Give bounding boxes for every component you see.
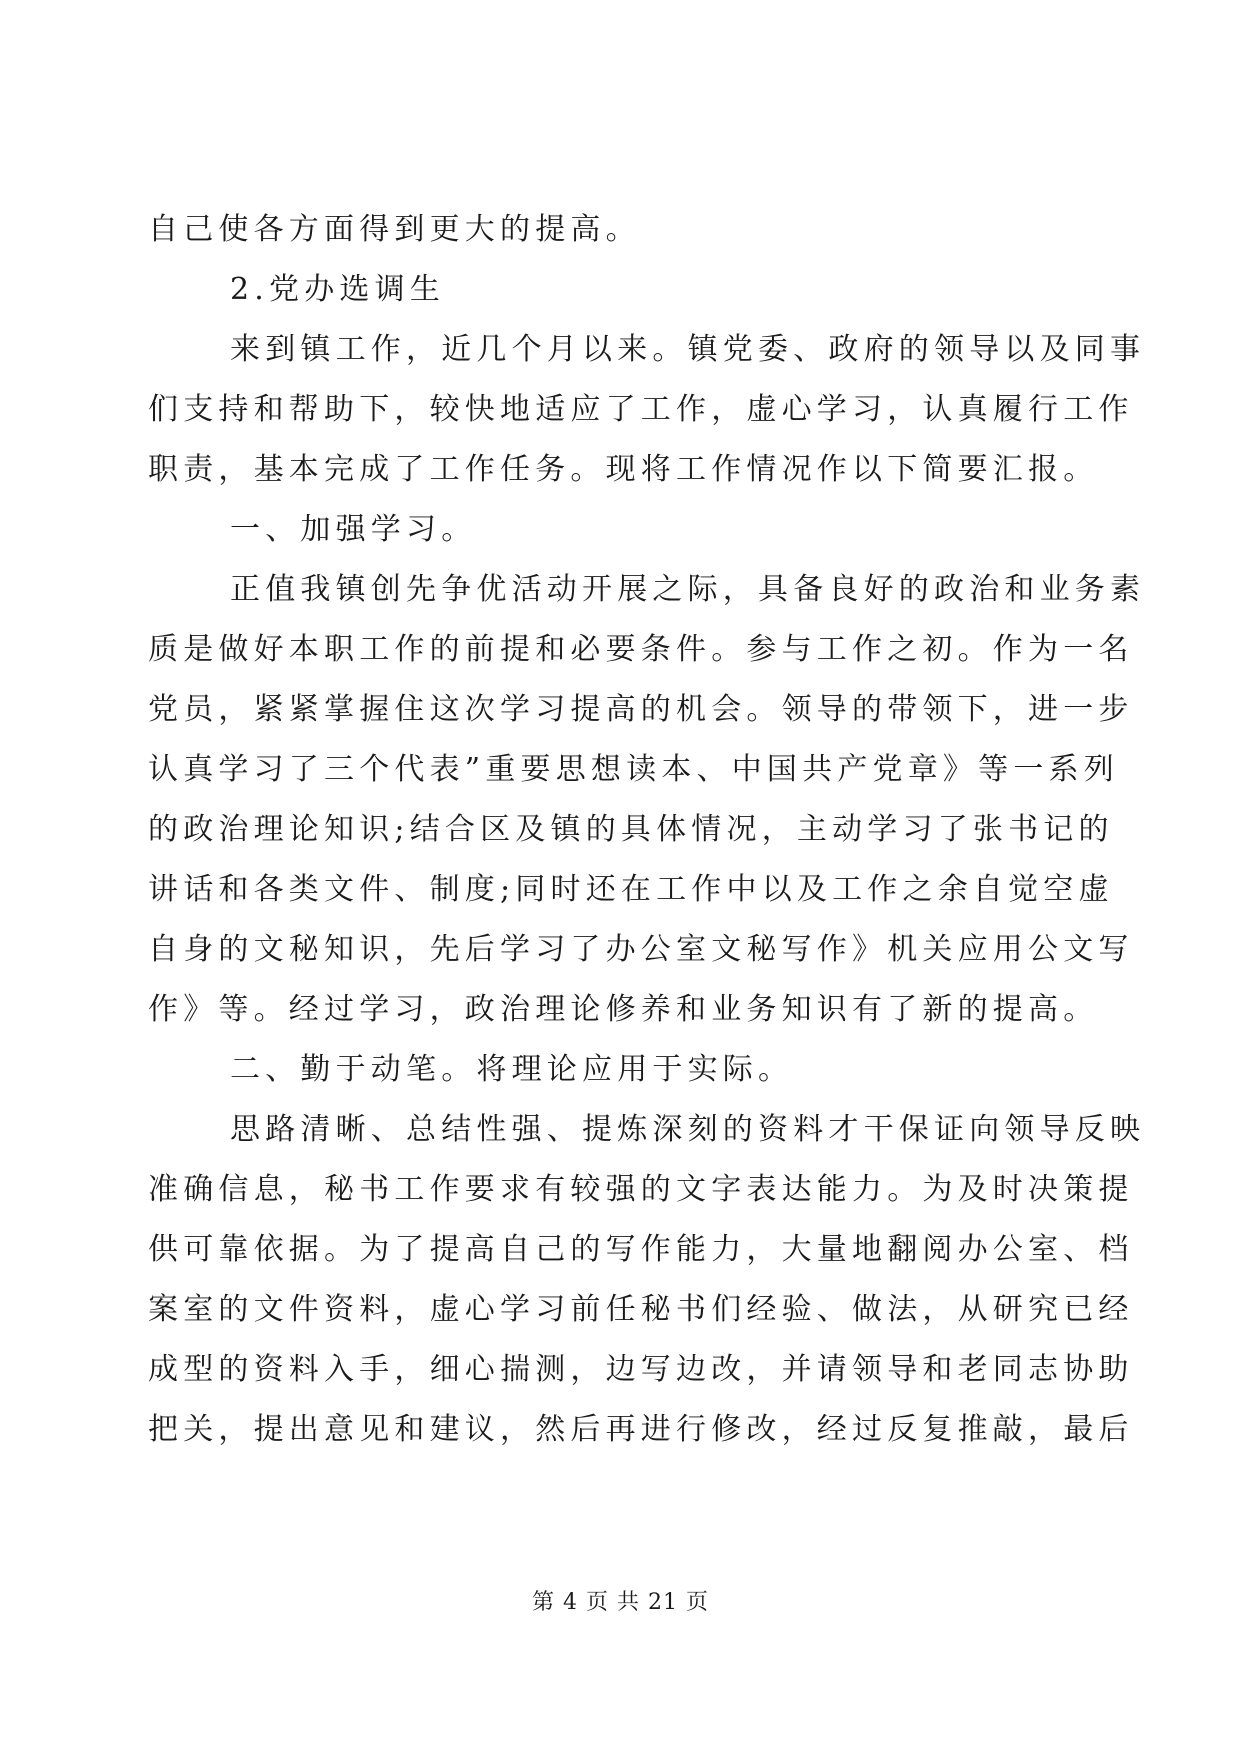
text-line: 把关，提出意见和建议，然后再进行修改，经过反复推敲，最后: [148, 1412, 1134, 1447]
section-heading: 2.党办选调生: [230, 272, 446, 307]
text-line: 自身的文秘知识，先后学习了办公室文秘写作》机关应用公文写: [148, 932, 1134, 967]
text-line: 们支持和帮助下，较快地适应了工作，虚心学习，认真履行工作: [148, 392, 1134, 427]
text-line: 来到镇工作，近几个月以来。镇党委、政府的领导以及同事: [230, 332, 1146, 367]
section-heading: 一、加强学习。: [230, 512, 477, 547]
text-line: 成型的资料入手，细心揣测，边写边改，并请领导和老同志协助: [148, 1352, 1134, 1387]
text-line: 质是做好本职工作的前提和必要条件。参与工作之初。作为一名: [148, 632, 1134, 667]
text-line: 正值我镇创先争优活动开展之际，具备良好的政治和业务素: [230, 572, 1146, 607]
text-line: 职责，基本完成了工作任务。现将工作情况作以下简要汇报。: [148, 452, 1099, 487]
section-heading: 二、勤于动笔。将理论应用于实际。: [230, 1052, 794, 1087]
page-number-footer: 第 4 页 共 21 页: [532, 1590, 709, 1615]
text-line: 认真学习了三个代表”重要思想读本、中国共产党章》等一系列: [148, 752, 1119, 787]
text-line: 的政治理论知识;结合区及镇的具体情况，主动学习了张书记的: [148, 812, 1114, 847]
text-line: 作》等。经过学习，政治理论修养和业务知识有了新的提高。: [148, 992, 1099, 1027]
text-line: 思路清晰、总结性强、提炼深刻的资料才干保证向领导反映: [230, 1112, 1146, 1147]
text-line: 讲话和各类文件、制度;同时还在工作中以及工作之余自觉空虚: [148, 872, 1114, 907]
text-line: 供可靠依据。为了提高自己的写作能力，大量地翻阅办公室、档: [148, 1232, 1134, 1267]
text-line: 自己使各方面得到更大的提高。: [148, 212, 641, 247]
text-line: 案室的文件资料，虚心学习前任秘书们经验、做法，从研究已经: [148, 1292, 1134, 1327]
text-line: 党员，紧紧掌握住这次学习提高的机会。领导的带领下，进一步: [148, 692, 1134, 727]
text-line: 准确信息，秘书工作要求有较强的文字表达能力。为及时决策提: [148, 1172, 1134, 1207]
